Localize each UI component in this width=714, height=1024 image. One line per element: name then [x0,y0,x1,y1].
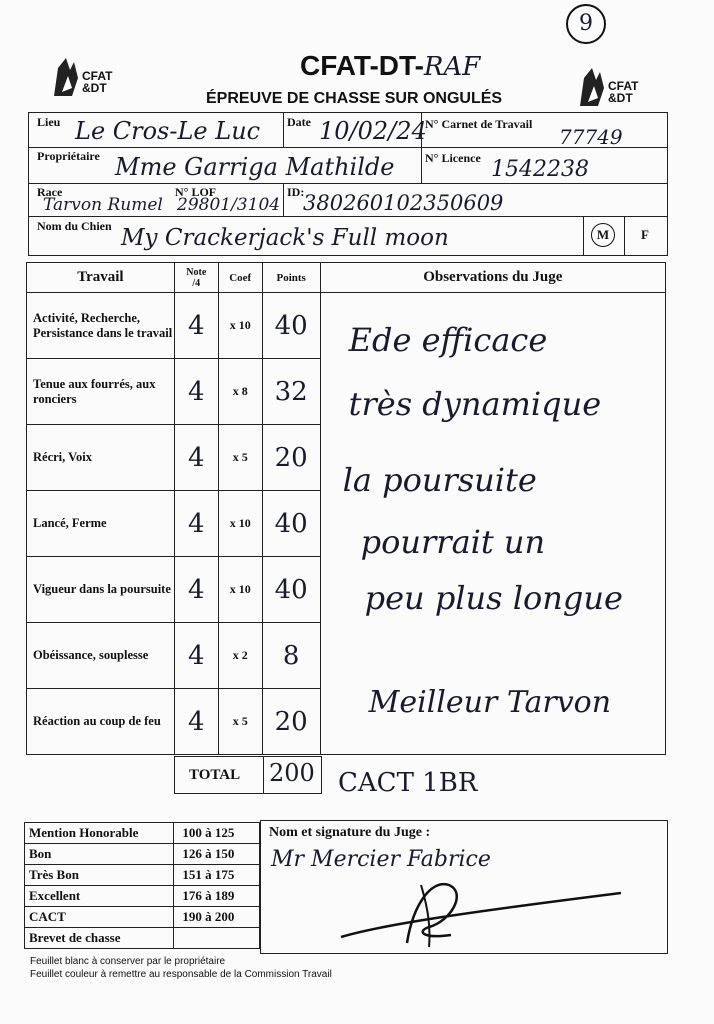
result-value: CACT 1BR [338,768,478,798]
mention-range: 126 à 150 [174,844,260,865]
row-points: 20 [262,689,320,755]
licence-label: N° Licence [425,151,481,165]
row-travail: Lancé, Ferme [27,491,175,557]
mention-label: Bon [25,844,174,865]
mention-range: 151 à 175 [174,865,260,886]
carnet-value: 77749 [559,125,623,149]
header-points: Points [262,263,320,293]
row-travail: Réaction au coup de feu [27,689,175,755]
row-note: 4 [174,359,218,425]
total-value: 200 [269,759,315,787]
id-value: 380260102350609 [303,191,504,215]
observation-line: la poursuite [342,461,537,499]
mention-range [174,928,260,949]
race-value: Tarvon Rumel [43,195,163,215]
observation-line: peu plus longue [364,579,623,617]
row-points: 40 [262,557,320,623]
row-note: 4 [174,491,218,557]
observation-line: Ede efficace [348,321,548,359]
mention-label: Très Bon [25,865,174,886]
judge-signature [321,865,621,951]
id-label: ID: [287,185,305,199]
row-coef: x 5 [218,425,262,491]
evaluation-table [26,262,666,755]
page-number: 9 [566,4,606,44]
row-points: 40 [262,293,320,359]
header-observations: Observations du Juge [320,263,665,293]
row-coef: x 10 [218,293,262,359]
judge-name: Mr Mercier Fabrice [271,847,491,872]
header-note: Note /4 [174,263,218,293]
logo-text: CFAT &DT [608,79,639,105]
judge-box [260,820,668,954]
row-coef: x 10 [218,557,262,623]
cfat-logo-right [574,58,644,110]
row-points: 40 [262,491,320,557]
cfat-logo-left [48,48,118,100]
header-coef: Coef [218,263,262,293]
footer-line-1: Feuillet blanc à conserver par le propriétaire [30,956,226,967]
race-label: Race [37,185,63,199]
row-travail: Obéissance, souplesse [27,623,175,689]
carnet-label: N° Carnet de Travail [425,117,533,131]
observation-line: très dynamique [348,385,602,423]
row-points: 20 [262,425,320,491]
chien-label: Nom du Chien [37,219,112,233]
proprietaire-label: Propriétaire [37,149,100,163]
title-printed: CFAT-DT- [300,50,424,81]
lof-value: 29801/3104 [177,195,281,215]
proprietaire-value: Mme Garriga Mathilde [115,153,395,181]
page-subtitle: ÉPREUVE DE CHASSE SUR ONGULÉS [206,90,503,107]
row-note: 4 [174,425,218,491]
row-note: 4 [174,623,218,689]
row-travail: Activité, Recherche, Persistance dans le travail [27,293,175,359]
licence-value: 1542238 [491,157,589,182]
footer-line-2: Feuillet couleur à remettre au responsable de la Commission Travail [30,969,332,980]
title-handwritten: RAF [423,52,481,82]
mention-label: Mention Honorable [25,823,174,844]
row-coef: x 2 [218,623,262,689]
mention-label: Brevet de chasse [25,928,174,949]
mention-range: 190 à 200 [174,907,260,928]
sex-male: M [591,223,615,247]
row-travail: Vigueur dans la poursuite [27,557,175,623]
total-label: TOTAL [189,767,241,783]
mention-range: 100 à 125 [174,823,260,844]
mentions-table [24,822,260,949]
mention-range: 176 à 189 [174,886,260,907]
lieu-value: Le Cros-Le Luc [75,117,261,145]
observations-cell [320,293,665,755]
mention-label: CACT [25,907,174,928]
sex-female: F [641,227,649,242]
row-coef: x 8 [218,359,262,425]
date-label: Date [287,115,311,129]
lof-label: N° LOF [175,185,217,199]
row-points: 32 [262,359,320,425]
row-travail: Tenue aux fourrés, aux ronciers [27,359,175,425]
row-note: 4 [174,293,218,359]
judge-label: Nom et signature du Juge : [269,825,431,840]
row-coef: x 5 [218,689,262,755]
row-note: 4 [174,689,218,755]
chien-value: My Crackerjack's Full moon [121,225,449,251]
observation-line: Meilleur Tarvon [368,685,612,720]
lieu-label: Lieu [37,115,61,129]
logo-text: CFAT &DT [82,69,113,95]
row-note: 4 [174,557,218,623]
observation-line: pourrait un [360,523,546,561]
header-travail: Travail [27,263,175,293]
page-title [300,50,480,82]
row-points: 8 [262,623,320,689]
info-block [28,112,668,256]
date-value: 10/02/24 [319,117,427,145]
mention-label: Excellent [25,886,174,907]
row-travail: Récri, Voix [27,425,175,491]
row-coef: x 10 [218,491,262,557]
table-row [27,293,666,359]
total-box [174,756,322,794]
